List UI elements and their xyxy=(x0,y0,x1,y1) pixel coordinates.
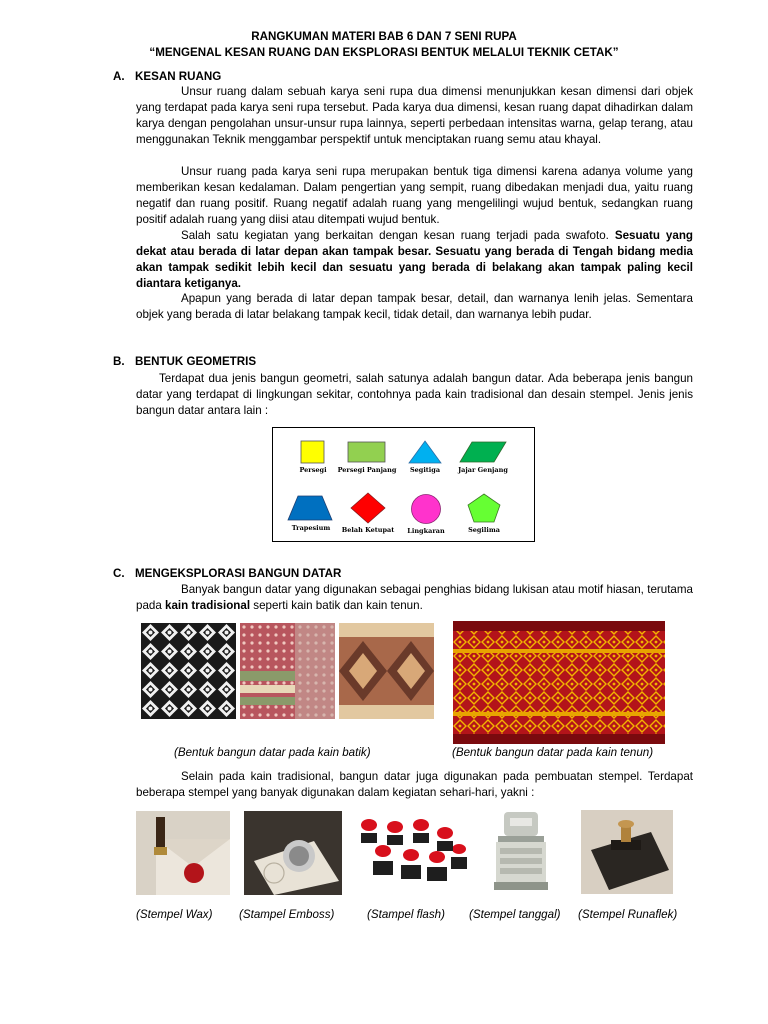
tenun-pattern xyxy=(453,621,665,744)
stamp-image-wax xyxy=(136,811,230,895)
section-c-title: MENGEKSPLORASI BANGUN DATAR xyxy=(135,567,342,580)
runaflek-stamp-illustration xyxy=(581,810,673,894)
caption-stamp-runaflek: (Stempel Runaflek) xyxy=(578,908,678,921)
shape-label: Jajar Genjang xyxy=(458,466,508,474)
batik-pattern-2 xyxy=(240,623,335,719)
shape-label: Belah Ketupat xyxy=(341,526,395,534)
flash-stamp-illustration xyxy=(355,811,469,895)
batik-pattern-1 xyxy=(141,623,236,719)
date-stamp-illustration xyxy=(490,808,552,894)
shape-label: Segilima xyxy=(468,526,500,534)
section-b-heading xyxy=(113,354,256,370)
stamp-image-date xyxy=(490,808,552,894)
batik-image-1 xyxy=(141,623,236,719)
document-title: RANGKUMAN MATERI BAB 6 DAN 7 SENI RUPA xyxy=(251,30,517,43)
caption-batik: (Bentuk bangun datar pada kain batik) xyxy=(174,746,371,759)
section-a-paragraph-2: Unsur ruang pada karya seni rupa merupakan bentuk tiga dimensi karena adanya volume yang memberikan kesan kedalaman. Dalam pengertian yang sempit, ruang dibedakan menjadi dua, yaitu ruang negatif dan ruang positif. Ruang negatif adalah ruang yang mengelilingi wujud bentuk, sedangkan ruang positif adalah ruang yang diisi atau ditempati wujud bentuk. xyxy=(136,165,693,226)
section-b-number: B. xyxy=(113,355,125,368)
shape-circle xyxy=(394,493,458,535)
rhombus-icon xyxy=(348,492,388,524)
shape-label: Persegi xyxy=(299,466,327,474)
stamp-image-runaflek xyxy=(581,810,673,894)
section-a-number: A. xyxy=(113,70,125,83)
shape-rectangle xyxy=(335,440,399,474)
section-b-title: BENTUK GEOMETRIS xyxy=(135,355,257,368)
emboss-stamp-illustration xyxy=(244,811,342,895)
section-a-paragraph-1: Unsur ruang dalam sebuah karya seni rupa dua dimensi menunjukkan kesan dimensi dari objek yang terdapat pada karya seni rupa tersebut. Pada karya dua dimensi, kesan ruang dapat dihadirkan dalam karya dengan pengolahan unsur-unsur rupa lainnya, seperti perbedaan intensitas warna, gelap terang, atau menggunakan Teknik menggambar perspektif untuk menciptakan ruang semu atau khayal. xyxy=(136,85,693,146)
paragraph-c1-end: seperti kain batik dan kain tenun. xyxy=(250,598,423,612)
shape-trapezoid xyxy=(279,494,343,532)
caption-stamp-emboss: (Stampel Emboss) xyxy=(239,908,335,921)
section-a-paragraph-4: Apapun yang berada di latar depan tampak besar, detail, dan warnanya lenih jelas. Sementara objek yang berada di latar belakang tampak kecil, tidak detail, dan warnanya lebih pudar. xyxy=(136,292,693,321)
section-b-paragraph-1: Terdapat dua jenis bangun geometri, salah satunya adalah bangun datar. Ada beberapa jenis bangun datar yang terdapat di lingkungan sekitar, contohnya pada kain tradisional dan desain stempel. Jenis jenis bangun datar antara lain : xyxy=(136,372,693,417)
caption-tenun: (Bentuk bangun datar pada kain tenun) xyxy=(452,746,654,759)
tenun-image xyxy=(453,621,665,744)
pentagon-icon xyxy=(464,492,504,524)
paragraph-c1-start: Banyak bangun datar yang digunakan sebagai penghias bidang lukisan atau motif hiasan, terutama pada xyxy=(136,583,693,612)
shape-triangle xyxy=(393,440,457,474)
rectangle-icon xyxy=(345,440,389,464)
section-c-paragraph-1 xyxy=(136,582,693,614)
shape-pentagon xyxy=(452,492,516,534)
paragraph-3-normal: Salah satu kegiatan yang berkaitan dengan kesan ruang terjadi pada swafoto. xyxy=(181,229,615,242)
section-a-paragraph-3 xyxy=(136,228,693,292)
parallelogram-icon xyxy=(458,440,508,464)
stamp-image-emboss xyxy=(244,811,342,895)
shape-label: Trapesium xyxy=(291,524,331,532)
section-c-paragraph-2: Selain pada kain tradisional, bangun datar juga digunakan pada pembuatan stempel. Terdapat beberapa stempel yang banyak digunakan dalam kegiatan sehari-hari, yakni : xyxy=(136,770,693,799)
caption-stamp-date: (Stempel tanggal) xyxy=(469,908,561,921)
paragraph-c1-bold: kain tradisional xyxy=(165,598,251,612)
section-c-number: C. xyxy=(113,567,125,580)
shape-label: Persegi Panjang xyxy=(337,466,397,474)
caption-stamp-wax: (Stempel Wax) xyxy=(136,908,213,921)
batik-image-3 xyxy=(339,623,434,719)
flat-shapes-figure xyxy=(272,427,535,542)
caption-stamp-flash: (Stampel flash) xyxy=(367,908,445,921)
wax-stamp-illustration xyxy=(136,811,230,895)
paragraph-3-bold: Sesuatu yang dekat atau berada di latar depan akan tampak besar. Sesuatu yang berada di Tengah bidang media akan tampak sedikit lebih kecil dan sesuatu yang berada di belakang akan tampak paling kecil diantara ketiganya. xyxy=(136,229,693,290)
shape-label: Segitiga xyxy=(409,466,441,474)
document-subtitle: “MENGENAL KESAN RUANG DAN EKSPLORASI BENTUK MELALUI TEKNIK CETAK” xyxy=(149,46,619,59)
section-a-title: KESAN RUANG xyxy=(135,70,222,83)
trapezoid-icon xyxy=(286,494,336,522)
square-icon xyxy=(298,440,328,464)
triangle-icon xyxy=(407,440,443,464)
circle-icon xyxy=(408,493,444,525)
section-a-heading xyxy=(113,69,221,85)
stamp-image-flash xyxy=(355,811,469,895)
batik-pattern-3 xyxy=(339,623,434,719)
section-c-heading xyxy=(113,566,341,582)
shape-rhombus xyxy=(336,492,400,534)
batik-image-2 xyxy=(240,623,335,719)
shape-label: Lingkaran xyxy=(407,527,445,535)
shape-parallelogram xyxy=(451,440,515,474)
